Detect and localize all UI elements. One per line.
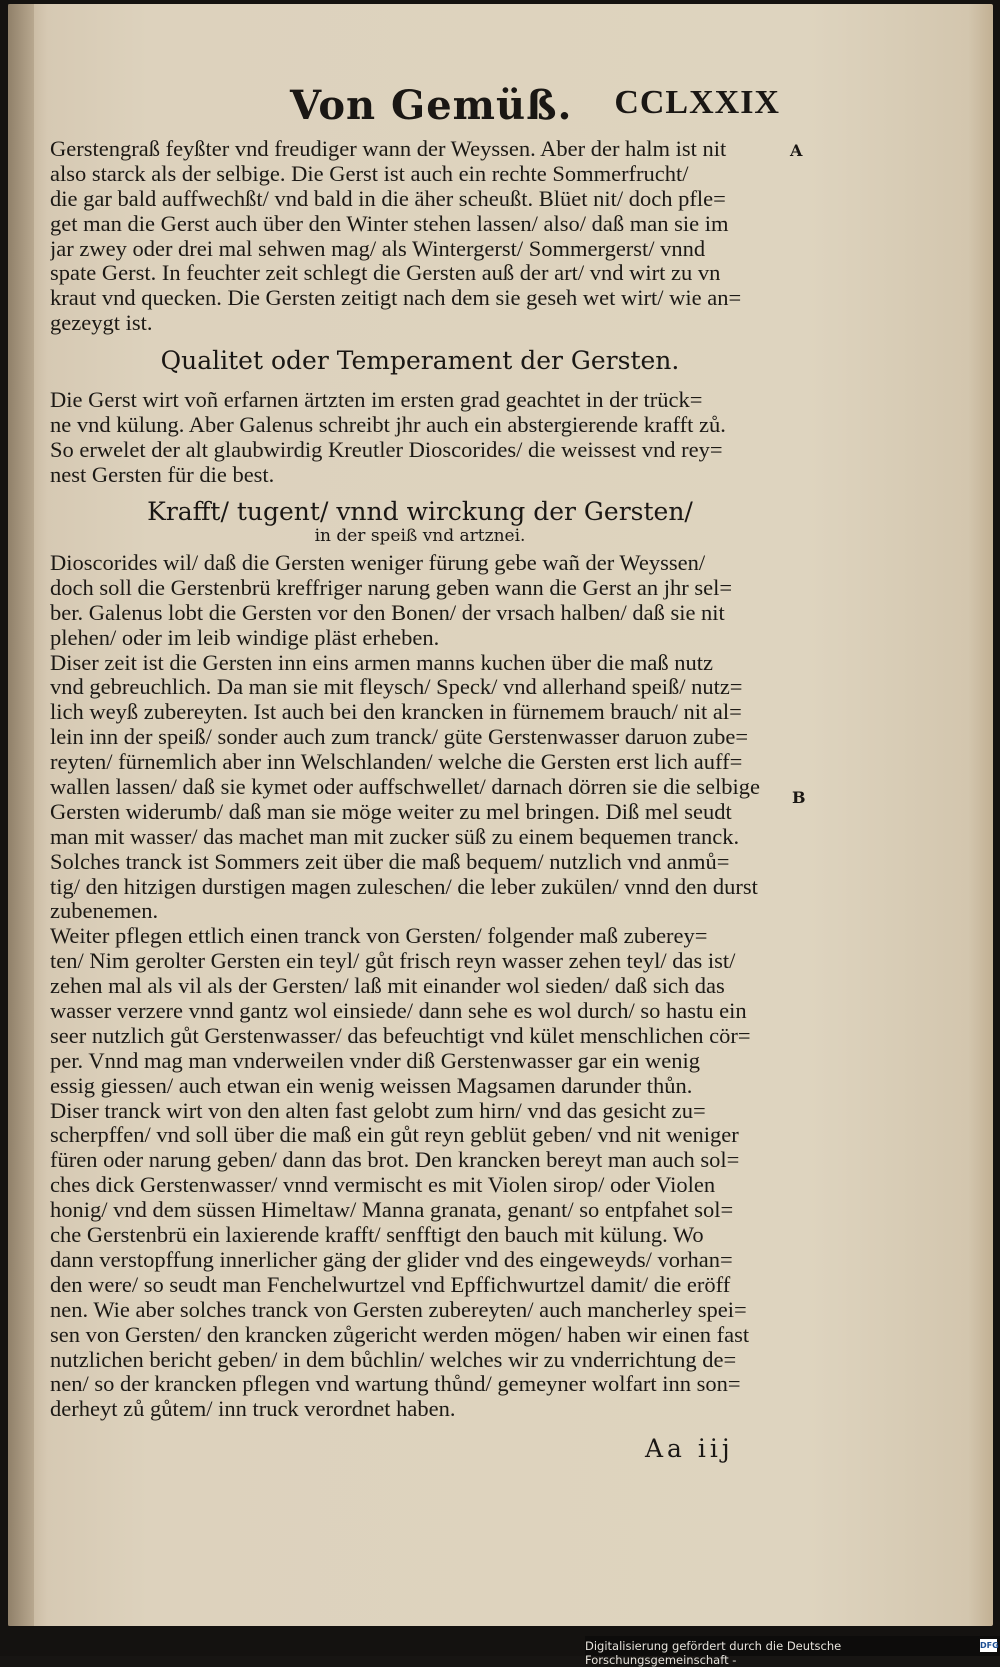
text-line: wallen lassen/ daß sie kymet oder auffschwellet/ darnach dörren sie die selbige: [50, 775, 760, 800]
text-line: jar zwey oder drei mal sehwen mag/ als Wintergerst/ Sommergerst/ vnnd: [50, 236, 706, 261]
text-line: zubenemen.: [50, 899, 159, 924]
text-line: Gerstengraß feyßter vnd freudiger wann der Weyssen. Aber der halm ist nit: [50, 137, 727, 161]
text-block-3: [50, 551, 790, 1422]
digitization-footer: [585, 1636, 1000, 1667]
text-line: nen. Wie aber solches tranck von Gersten zubereyten/ auch mancherley spei=: [50, 1297, 747, 1322]
text-line: den were/ so seudt man Fenchelwurtzel vnd Epffichwurtzel damit/ die eröff: [50, 1272, 731, 1297]
section-subheading: in der speiß vnd artznei.: [314, 526, 526, 546]
text-line: kraut vnd quecken. Die Gersten zeitigt nach dem sie geseh wet wirt/ wie an=: [50, 286, 742, 311]
text-line: Gersten widerumb/ daß man sie möge weiter zu mel bringen. Diß mel seudt: [50, 799, 732, 824]
text-line: ne vnd külung. Aber Galenus schreibt jhr auch ein abstergierende krafft zů.: [50, 412, 726, 437]
text-line: ten/ Nim gerolter Gersten ein teyl/ gůt frisch reyn wasser zehen teyl/ das ist/: [50, 949, 736, 974]
text-line: essig giessen/ auch etwan ein wenig weissen Magsamen darunder thůn.: [50, 1073, 693, 1098]
text-line: gezeygt ist.: [50, 311, 153, 336]
section-heading-qualitet: Qualitet oder Temperament der Gersten.: [160, 346, 680, 375]
text-line: doch soll die Gerstenbrü kreffriger narung geben wann die Gerst an jhr sel=: [50, 575, 733, 600]
text-line: nen/ so der krancken pflegen vnd wartung thůnd/ gemeyner wolfart inn son=: [50, 1372, 741, 1397]
text-line: man mit wasser/ das machet man mit zucker süß zu einem bequemen tranck.: [50, 824, 740, 849]
text-line: tig/ den hitzigen durstigen magen zuleschen/ die leber zukülen/ vnnd den durst: [50, 874, 758, 899]
text-line: zehen mal als vil als der Gersten/ laß mit einander wol sieden/ daß sich das: [50, 974, 725, 999]
text-line: nest Gersten für die best.: [50, 462, 275, 487]
text-line: ches dick Gerstenwasser/ vnnd vermischt es mit Violen sirop/ oder Violen: [50, 1173, 716, 1198]
running-head-title: Von Gemüß.: [290, 82, 573, 129]
text-line: Diser zeit ist die Gersten inn eins armen manns kuchen über die maß nutz: [50, 650, 713, 675]
text-block-2: [50, 388, 790, 488]
text-line: che Gerstenbrü ein laxierende krafft/ senfftigt den bauch mit külung. Wo: [50, 1223, 704, 1248]
text-line: sen von Gersten/ den krancken zůgericht werden mögen/ haben wir einen fast: [50, 1322, 750, 1347]
page-gutter-shadow: [8, 4, 34, 1626]
text-line: also starck als der selbige. Die Gerst ist auch ein rechte Sommerfrucht/: [50, 161, 689, 186]
text-line: honig/ vnd dem süssen Himeltaw/ Manna granata, genant/ so entpfahet sol=: [50, 1198, 734, 1223]
text-line: Diser tranck wirt von den alten fast gelobt zum hirn/ vnd das gesicht zu=: [50, 1098, 706, 1123]
footer-credit: Digitalisierung gefördert durch die Deutsche Forschungsgemeinschaft -: [585, 1639, 842, 1667]
text-line: dann verstopffung innerlicher gäng der glider vnd des eingeweyds/ vorhan=: [50, 1247, 733, 1272]
text-line: Dioscorides wil/ daß die Gersten weniger fürung gebe wañ der Weyssen/: [50, 551, 706, 575]
folio-number: CCLXXIX: [614, 84, 780, 121]
text-line: spate Gerst. In feuchter zeit schlegt die Gersten auß der art/ vnd wirt zu vn: [50, 261, 721, 286]
text-line: ber. Galenus lobt die Gersten vor den Bonen/ der vrsach halben/ daß sie nit: [50, 600, 725, 625]
text-line: nutzlichen bericht geben/ in dem bůchlin/ welches wir zu vnderrichtung de=: [50, 1347, 737, 1372]
signature-mark: Aa iij: [645, 1434, 734, 1463]
text-line: lich weyß zubereyten. Ist auch bei den krancken in fürnemem brauch/ nit al=: [50, 700, 742, 725]
margin-mark-b: B: [792, 788, 806, 807]
text-line: wasser verzere vnnd gantz wol einsiede/ dann sehe es wol durch/ so hastu ein: [50, 999, 747, 1024]
text-line: vnd gebreuchlich. Da man sie mit fleysch/ Speck/ vnd allerhand speiß/ nutz=: [50, 675, 743, 700]
dfg-logo: DFG: [980, 1641, 999, 1650]
text-block-1: [50, 137, 790, 336]
section-heading-krafft: Krafft/ tugent/ vnnd wirckung der Gersten/: [147, 497, 693, 526]
text-line: plehen/ oder im leib windige pläst erheben.: [50, 625, 440, 650]
text-line: die gar bald auffwechßt/ vnd bald in die äher scheußt. Blüet nit/ doch pfle=: [50, 186, 726, 211]
margin-mark-a: A: [790, 141, 803, 160]
text-line: scherpffen/ vnd soll über die maß ein gůt reyn geblüt geben/ vnd nit weniger: [50, 1123, 739, 1148]
text-line: get man die Gerst auch über den Winter stehen lassen/ also/ daß man sie im: [50, 211, 729, 236]
text-line: lein inn der speiß/ sonder auch zum tranck/ güte Gerstenwasser daruon zube=: [50, 725, 749, 750]
text-line: per. Vnnd mag man vnderweilen vnder diß Gerstenwasser gar ein wenig: [50, 1048, 701, 1073]
text-line: seer nutzlich gůt Gerstenwasser/ das befeuchtigt vnd kület menschlichen cör=: [50, 1023, 751, 1048]
text-line: Weiter pflegen ettlich einen tranck von Gersten/ folgender maß zuberey=: [50, 924, 708, 949]
running-head: [50, 82, 780, 138]
text-line: So erwelet der alt glaubwirdig Kreutler Dioscorides/ die weissest vnd rey=: [50, 437, 723, 462]
text-line: Solches tranck ist Sommers zeit über die maß bequem/ nutzlich vnd anmů=: [50, 849, 730, 874]
text-line: reyten/ fürnemlich aber inn Welschlanden/ welche die Gersten erst lich auff=: [50, 750, 743, 775]
text-line: füren oder narung geben/ dann das brot. Den krancken bereyt man auch sol=: [50, 1148, 740, 1173]
text-line: derheyt zů gůtem/ inn truck verordnet haben.: [50, 1397, 456, 1422]
text-line: Die Gerst wirt voñ erfarnen ärtzten im ersten grad geachtet in der trück=: [50, 388, 703, 412]
